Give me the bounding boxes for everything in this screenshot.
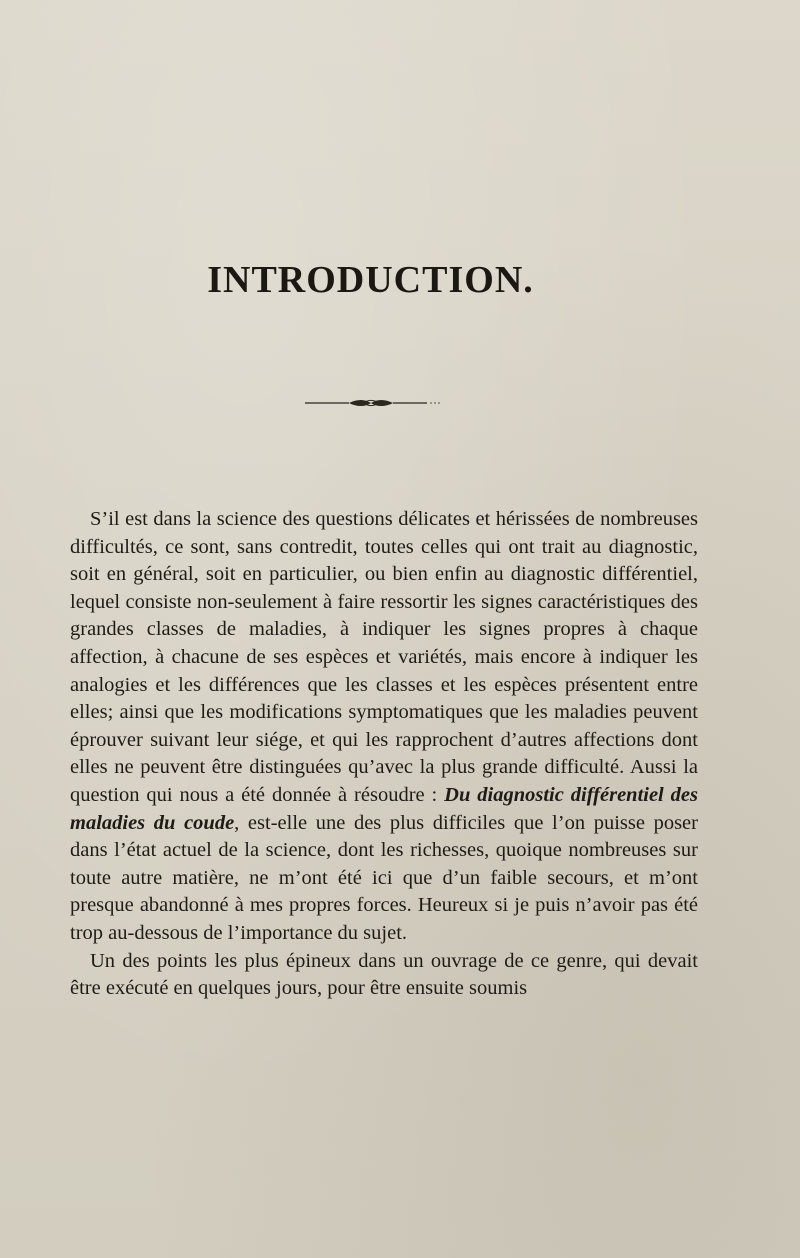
body-text [70, 506, 698, 1003]
paragraph-1 [70, 506, 698, 948]
paragraph-2-text: Un des points les plus épineux dans un ouvrage de ce genre, qui devait être exécuté en quelques jours, pour être ensuite soumis [70, 949, 698, 1000]
paragraph-1-continuation: , est-elle une des plus difficiles que l’on puisse poser dans l’état actuel de la science, dont les richesses, quoique nombreuses sur toute autre matière, ne m’ont été ici que d’un faible secours, et m’ont presque abandonné à mes propres forces. Heureux si je puis n’avoir pas été trop au-dessous de l’importance du sujet. [70, 811, 698, 944]
page-title: INTRODUCTION. [207, 259, 534, 301]
show-through-texture [70, 140, 730, 500]
paragraph-1-text: S’il est dans la science des questions délicates et hérissées de nombreuses difficultés, ce sont, sans contredit, toutes celles qui ont trait au diagnostic, soit en général, soit en particulier, ou bien enfin au diagnostic différentiel, lequel consiste non-seulement à faire ressortir les signes caractéristiques des grandes classes de maladies, à indiquer les signes propres à chaque affection, à chacune de ses espèces et variétés, mais encore à indiquer les analogies et les différences que les classes et les espèces présentent entre elles; ainsi que les modifications symptomatiques que les maladies peuvent éprouver suivant leur siége, et qui les rapprochent d’autres affections dont elles ne peuvent être distinguées qu’avec la plus grande difficulté. Aussi la question qui nous a été donnée à résoudre : [70, 508, 698, 806]
question-title-italic: Du diagnostic différentiel des maladies du coude [70, 783, 698, 834]
ornamental-rule-icon [305, 396, 440, 410]
paragraph-2 [70, 948, 698, 1003]
